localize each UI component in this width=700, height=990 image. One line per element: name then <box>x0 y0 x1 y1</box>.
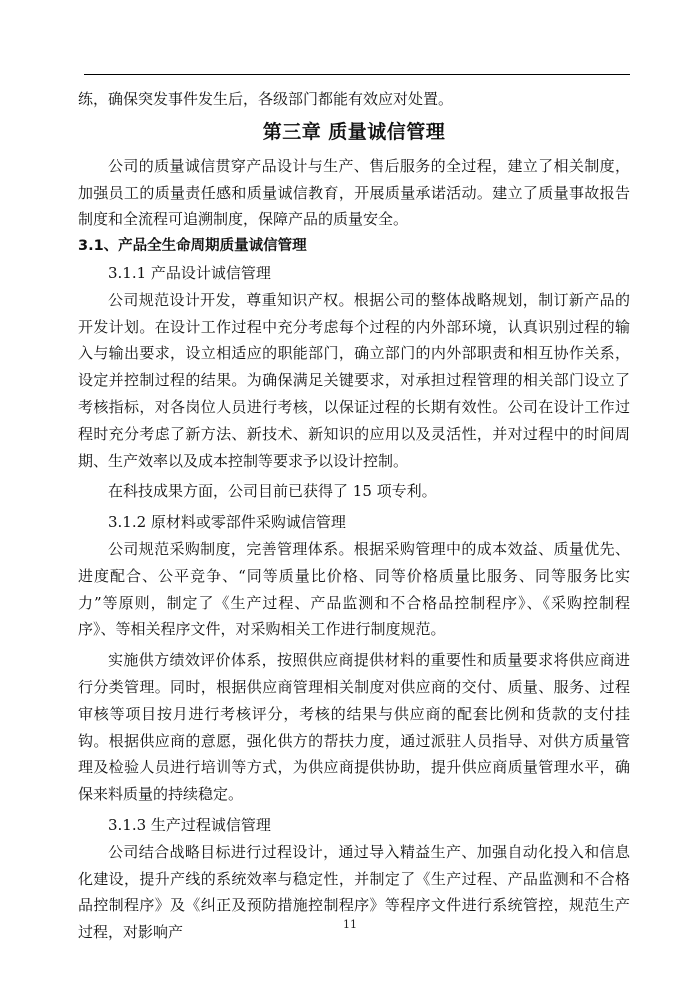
subsection-heading-3-1-1: 3.1.1 产品设计诚信管理 <box>108 263 271 282</box>
page-number: 11 <box>343 918 357 931</box>
chapter-title: 第三章 质量诚信管理 <box>262 120 446 143</box>
subsection-heading-3-1-2: 3.1.2 原材料或零部件采购诚信管理 <box>108 513 346 532</box>
continued-paragraph: 练，确保突发事件发生后，各级部门都能有效应对处置。 <box>78 90 454 108</box>
section-heading-3-1: 3.1、产品全生命周期质量诚信管理 <box>78 238 307 255</box>
page-body <box>78 86 630 946</box>
header-rule <box>84 74 630 75</box>
subsection-heading-3-1-3: 3.1.3 生产过程诚信管理 <box>108 815 271 834</box>
chapter-intro-paragraph: 公司的质量诚信贯穿产品设计与生产、售后服务的全过程，建立了相关制度，加强员工的质量责任感和质量诚信教育，开展质量承诺活动。建立了质量事故报告制度和全流程可追溯制度，保障产品的质量安全。 <box>78 156 630 229</box>
paragraph-supplier-evaluation: 实施供方绩效评价体系，按照供应商提供材料的重要性和质量要求将供应商进行分类管理。同时，根据供应商管理相关制度对供应商的交付、质量、服务、过程审核等项目按月进行考核评分，考核的结果与供应商的配套比例和货款的支付挂钩。根据供应商的意愿，强化供方的帮扶力度，通过派驻人员指导、对供方质量管理及检验人员进行培训等方式，为供应商提供协助，提升供应商质量管理水平，确保来料质量的持续稳定。 <box>78 651 630 804</box>
paragraph-procurement-rules: 公司规范采购制度，完善管理体系。根据采购管理中的成本效益、质量优先、进度配合、公平竞争、“同等质量比价格、同等价格质量比服务、同等服务比实力”等原则，制定了《生产过程、产品监测和不合格品控制程序》、《采购控制程序》、等相关程序文件，对采购相关工作进行制度规范。 <box>78 539 630 639</box>
paragraph-patents: 在科技成果方面，公司目前已获得了 15 项专利。 <box>108 482 437 501</box>
paragraph-design-management: 公司规范设计开发，尊重知识产权。根据公司的整体战略规划，制订新产品的开发计划。在设计工作过程中充分考虑每个过程的内外部环境，认真识别过程的输入与输出要求，设立相适应的职能部门，确立部门的内外部职责和相互协作关系，设定并控制过程的结果。为确保满足关键要求，对承担过程管理的相关部门设立了考核指标，对各岗位人员进行考核，以保证过程的长期有效性。公司在设计工作过程时充分考虑了新方法、新技术、新知识的应用以及灵活性，并对过程中的时间周期、生产效率以及成本控制等要求予以设计控制。 <box>78 290 630 470</box>
paragraph-production-process: 公司结合战略目标进行过程设计，通过导入精益生产、加强自动化投入和信息化建设，提升产线的系统效率与稳定性，并制定了《生产过程、产品监测和不合格品控制程序》及《纠正及预防措施控制程序》等程序文件进行系统管控，规范生产过程，对影响产 <box>78 842 630 942</box>
